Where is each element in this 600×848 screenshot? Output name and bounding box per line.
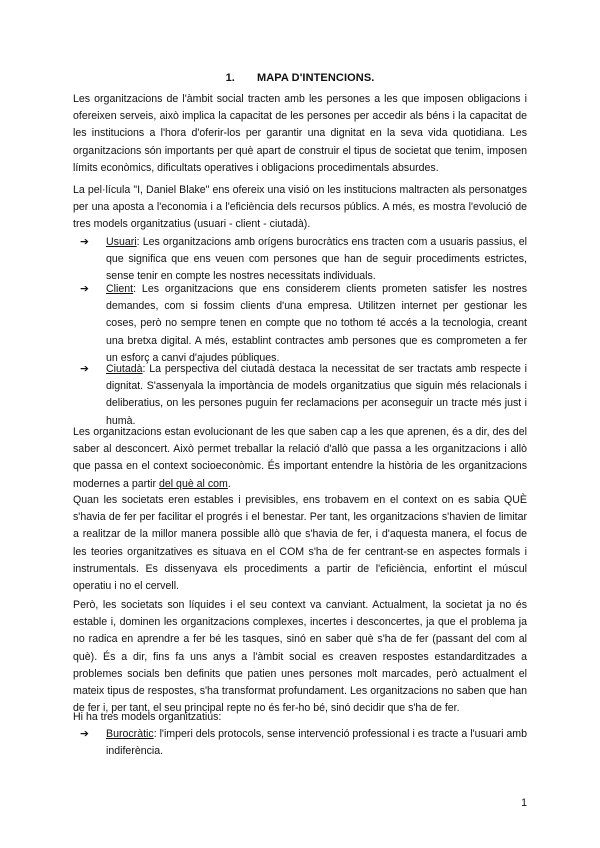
paragraph-liquid-societies: Però, les societats son líquides i el seu context va canviant. Actualment, la societat ja no és estable i, dominen les organitzacions complexes, incertes i desconcertes, ja que el problema ja no radica en aprendre a fer bé les tasques, sinó en saber què s'ha de fer (passant del com al què). És a dir, fins fa uns anys a l'àmbit social es creaven respostes estandarditzades a problemes socials ben definits que patien unes persones molt marcades, però actualment el mateix tipus de respostes, s'ha transformat profundament. Les organitzacions no saben que han de fer i, per tant, el seu principal repte no és fer-ho bé, sinó decidir que s'ha de fer. xyxy=(73,599,527,715)
arrow-bullet-icon: ➔ xyxy=(80,728,89,740)
bullet-term: Client xyxy=(106,283,134,295)
section-title-text: MAPA D'INTENCIONS. xyxy=(256,72,375,84)
paragraph-evolution-end: . xyxy=(227,477,231,490)
paragraph-models-intro: Hi ha tres models organitzatius: xyxy=(73,711,222,723)
bullet-text: : l'imperi dels protocols, sense intervenció professional i es tracte a l'usuari amb indiferència. xyxy=(106,728,527,758)
bullet-usuari xyxy=(80,234,527,286)
paragraph-stable-societies: Quan les societats eren estables i previsibles, ens trobavem en el context on es sabia QUÈ s'havia de fer per facilitar el progrés i el benestar. Per tant, les organitzacions s'havien de limitar a realitzar de la millor manera possible allò que s'havia de fer, i d'aquesta manera, el focus de les teories organitzatives es situava en el COM s'ha de fer centrant-se en aspectes formals i instrumentals. Es dissenyava els procediments a partir de l'eficiència, enfortint el múscul operatiu i no el cervell. xyxy=(73,494,527,593)
section-number: 1. xyxy=(225,72,235,84)
bullet-text: : Les organitzacions que ens considerem clients prometen satisfer les nostres demandes, com si fossim clients d'una empresa. Utilitzen internet per gestionar les coses, però no sempre tenen en compte que no tothom té accés a la tecnologia, creant una bretxa digital. A més, establint contractes amb persones que es comprometen a fer un esforç a canvi d'ajudes públiques. xyxy=(106,283,527,364)
underlined-phrase: del què al com xyxy=(158,477,228,490)
page-number: 1 xyxy=(521,797,527,809)
section-title xyxy=(0,72,600,84)
bullet-term: Burocràtic xyxy=(106,728,154,740)
arrow-bullet-icon: ➔ xyxy=(80,236,89,248)
bullet-burocratic xyxy=(80,726,527,760)
paragraph-film: La pel·lícula "I, Daniel Blake" ens ofereix una visió on les institucions maltracten als personatges per una aposta a l'economia i a l'eficiència dels recursos públics. A més, es mostra l'evolució de tres models organitzatius (usuari - client - ciutadà). xyxy=(73,184,527,231)
paragraph-evolution xyxy=(73,424,527,493)
arrow-bullet-icon: ➔ xyxy=(80,363,89,375)
bullet-term: Usuari xyxy=(106,236,137,248)
paragraph-evolution-text: Les organitzacions estan evolucionant de les que saben cap a les que aprenen, és a dir, des del saber al desconcert. Això permet treballar la relació d'allò que passa a les organitzacions i allò que passa en el context socioeconòmic. És important entendre la història de les organitzacions modernes a partir xyxy=(73,426,527,490)
bullet-text: : La perspectiva del ciutadà destaca la necessitat de ser tractats amb respecte i dignitat. S'assenyala la importància de models organitzatius que siguin més relacionals i deliberatius, on les persones puguin fer reclamacions per aconseguir un tracte més just i humà. xyxy=(106,363,527,427)
bullet-client xyxy=(80,281,527,367)
bullet-term: Ciutadà xyxy=(106,363,143,375)
bullet-text: : Les organitzacions amb orígens burocràtics ens tracten com a usuaris passius, el que significa que ens veuen com persones que han de seguir procediments estrictes, sense tenir en compte les nostres necessitats individuals. xyxy=(106,236,527,283)
paragraph-intro: Les organitzacions de l'àmbit social tracten amb les persones a les que imposen obligacions i ofereixen serveis, això implica la capacitat de les persones per accedir als béns i la capacitat de les institucions a l'hora d'oferir-los per garantir una dignitat en la seva vida quotidiana. Les organitzacions són importants per què apart de construir el tipus de societat que tenim, imposen límits econòmics, dificultats operatives i obligacions procedimentals absurdes. xyxy=(73,93,527,174)
bullet-ciutada xyxy=(80,361,527,430)
arrow-bullet-icon: ➔ xyxy=(80,283,89,295)
